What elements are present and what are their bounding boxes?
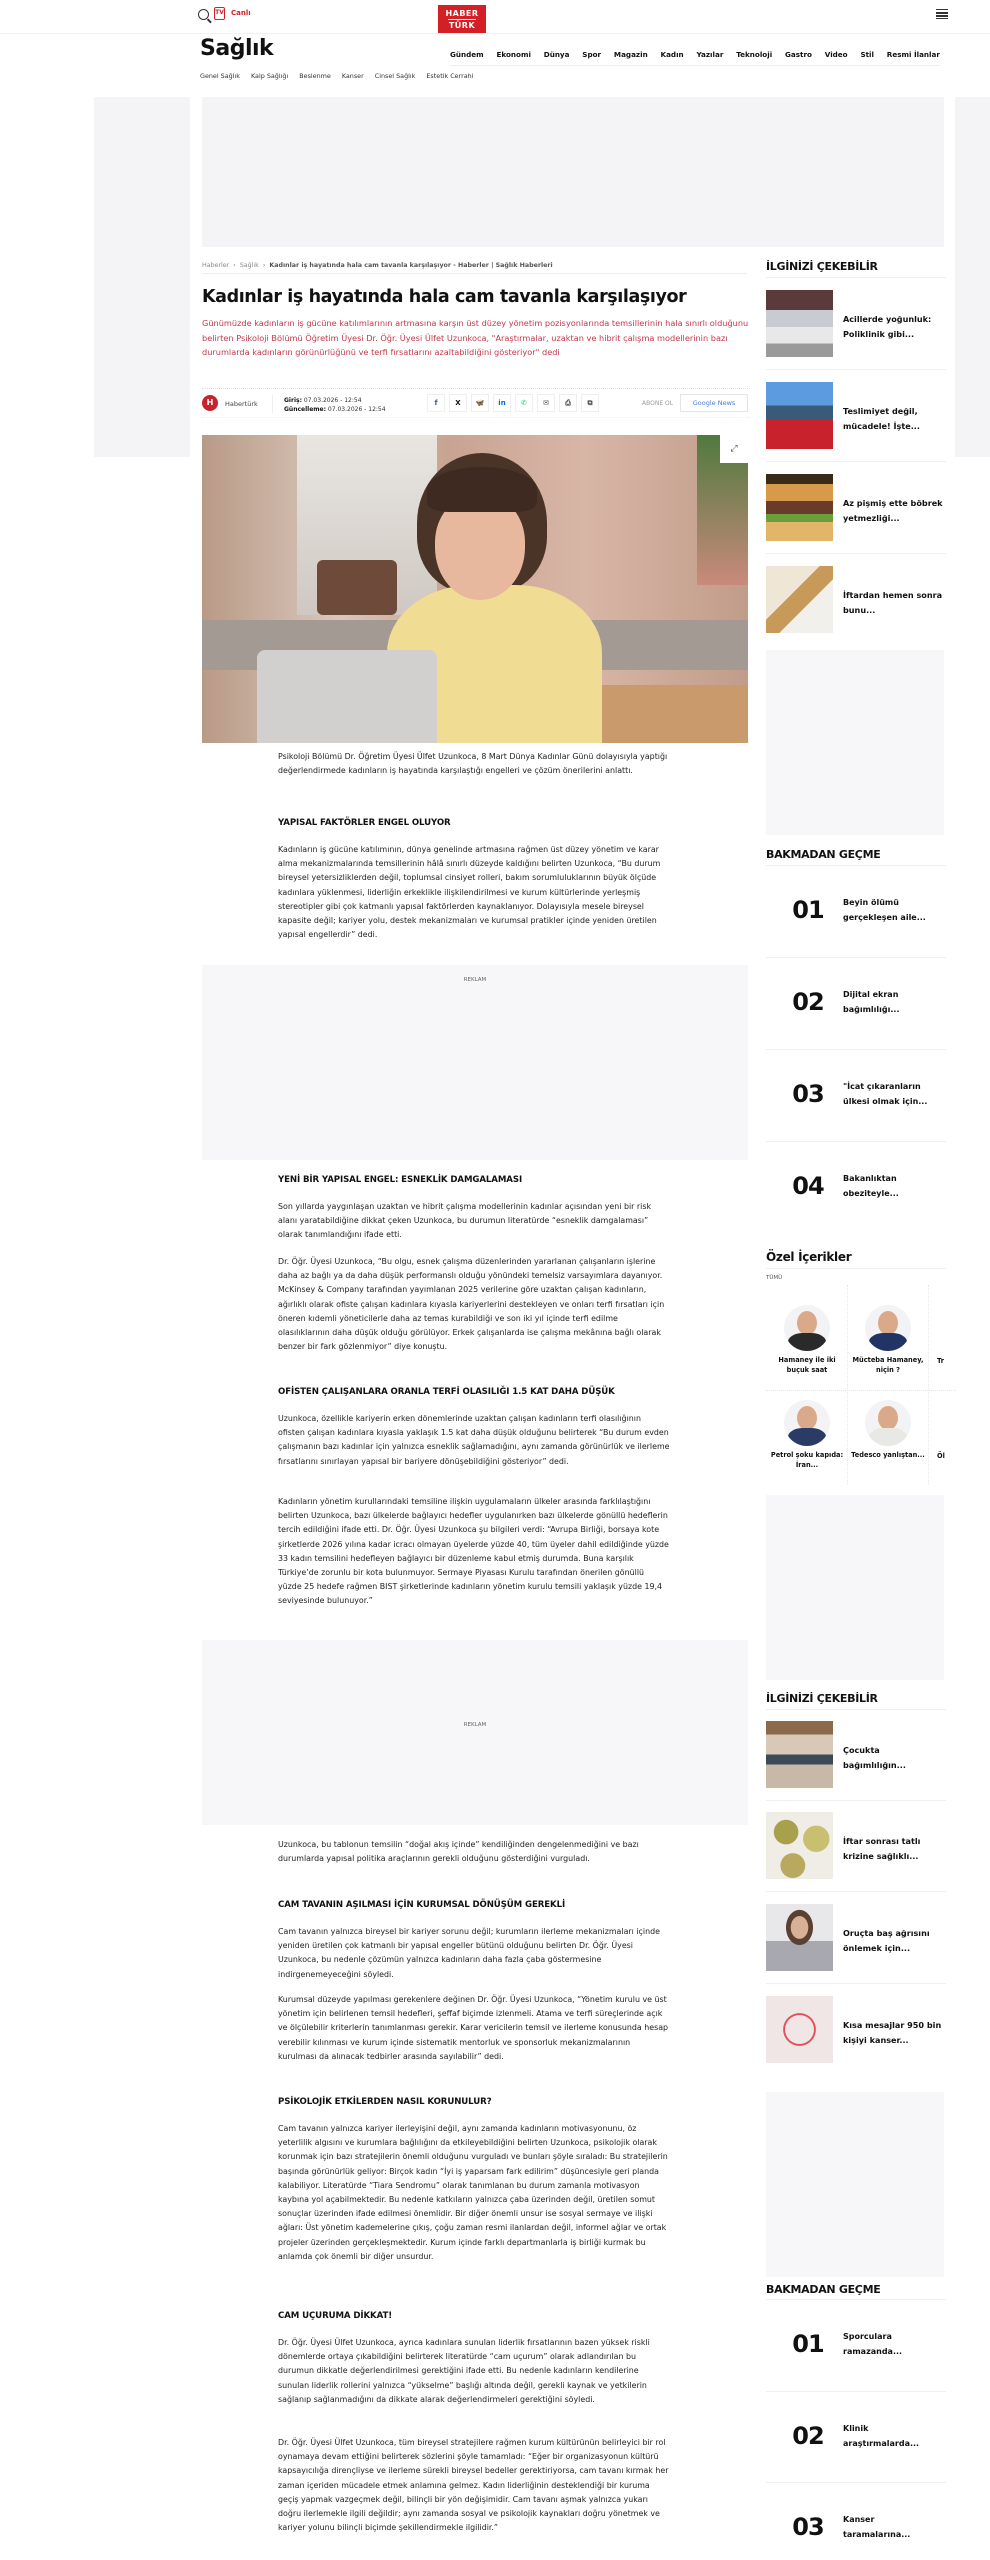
source-logo: H [202, 395, 218, 411]
google-news-button[interactable]: Google News [680, 394, 748, 412]
ad-slot [202, 965, 748, 1160]
nav-item[interactable]: Resmi İlanlar [886, 50, 940, 59]
thumbnail [766, 290, 833, 357]
columnist-title-truncated[interactable]: Tr [937, 1357, 945, 1365]
grid-line [766, 1390, 956, 1391]
subnav-item[interactable]: Kanser [341, 72, 364, 80]
card-title: İftar sonrası tatlı krizine sağlıklı... [843, 1836, 921, 1861]
sidebar-ad [766, 2092, 944, 2277]
related-card[interactable] [766, 382, 946, 450]
share-buttons [427, 394, 599, 412]
columnist-title-truncated[interactable]: Öl [937, 1452, 945, 1460]
message-icon[interactable]: ✉ [537, 394, 555, 412]
rank-title: Dijital ekran bağımlılığı... [843, 990, 900, 1014]
paragraph: Cam tavanın yalnızca bireysel bir kariyer sorunu değil; kurumların ilerleme mekanizmaları içinde yeniden üretilen çok katmanlı bir yapısal engeller bütünü olduğunu belirten Dr. Öğr. Üyesi Uzunkoca, bu nedenle çözümün yalnızca kadınların daha fazla çaba göstermesine indirgenemeyeceğini söyledi. [278, 1927, 660, 1979]
columnist-title: Mücteba Hamaney, niçin ? [852, 1356, 924, 1374]
sidebar-title: İLGİNİZİ ÇEKEBİLİR [766, 1692, 878, 1705]
rank-number: 01 [792, 896, 824, 924]
card-title: Az pişmiş ette böbrek yetmezliği... [843, 498, 943, 523]
rank-item[interactable] [766, 2483, 946, 2560]
haberturk-logo[interactable] [438, 5, 486, 33]
grid-line [928, 1285, 929, 1485]
subheading: CAM TAVANIN AŞILMASI İÇİN KURUMSAL DÖNÜŞÜM GEREKLİ [278, 1900, 566, 1910]
image-plant [317, 560, 397, 615]
card-title: Acillerde yoğunluk: Poliklinik gibi... [843, 314, 932, 339]
paragraph: Son yıllarda yaygınlaşan uzaktan ve hibrit çalışma modellerinin kadınlar açısından yeni bir risk alanı yaratabildiğine dikkat çeken Uzunkoca, bu durumun literatürde “esneklik damgalaması” olarak tanımlandığını ifade etti. [278, 1202, 652, 1240]
divider [766, 1983, 946, 1984]
subnav-item[interactable]: Genel Sağlık [200, 72, 240, 80]
card-title: Kısa mesajlar 950 bin kişiyi kanser... [843, 2020, 942, 2045]
linkedin-icon[interactable]: in [493, 394, 511, 412]
paragraph: Dr. Öğr. Üyesi Uzunkoca, “Bu olgu, esnek çalışma düzenlerinden yararlanan çalışanların işlerine daha az bağlı ya da daha düşük performanslı olduğu yönündeki temelsiz varsayımlara dayanıyor. McKinsey & Company tarafından yayımlanan 2025 verilerine göre uzaktan çalışan kadınların, ağırlıklı olarak ofiste çalışan kadınlara kıyasla kariyerlerini destekleyen ve onları terfi fırsatları için öneren kıdemli yöneticilerle daha az temas kurabildiği ve son iki yıl içinde terfi edilme olasılıklarının daha düşük olduğu görülüyor. Erkek çalışanlarda ise çalışma mekânına bağlı olarak benzer bir fark gözlenmiyor” diye konuştu. [278, 1257, 665, 1352]
nav-item[interactable]: Magazin [613, 50, 648, 59]
top-ad-banner [202, 97, 944, 247]
x-icon[interactable]: X [449, 394, 467, 412]
divider [766, 1709, 946, 1710]
rank-item[interactable] [766, 2300, 946, 2390]
rank-number: 04 [792, 1172, 824, 1200]
copy-icon[interactable]: ⧉ [581, 394, 599, 412]
ad-label: REKLAM [463, 977, 487, 983]
right-ad-rail [955, 97, 990, 457]
left-ad-rail [94, 97, 190, 457]
columnist-card[interactable] [767, 1400, 847, 1470]
guncelleme-label: Güncelleme: [284, 406, 326, 413]
thumbnail [766, 474, 833, 541]
breadcrumb-item[interactable]: Sağlık [239, 262, 259, 269]
main-nav [450, 50, 940, 66]
rank-number: 03 [792, 2513, 824, 2541]
avatar [784, 1305, 830, 1351]
rank-title: Kanser taramalarına... [843, 2515, 911, 2539]
related-card[interactable] [766, 290, 946, 358]
subnav-item[interactable]: Cinsel Sağlık [374, 72, 416, 80]
see-all-link[interactable]: TÜMÜ [766, 1275, 783, 1281]
paragraph: Psikoloji Bölümü Dr. Öğretim Üyesi Ülfet Uzunkoca, 8 Mart Dünya Kadınlar Günü dolayısıyla yaptığı değerlendirmede kadınların iş hayatında karşılaştığı engelleri ve çözüm önerilerini anlattı. [278, 752, 668, 776]
breadcrumb-item[interactable]: Haberler [202, 262, 230, 269]
thumbnail [766, 566, 833, 633]
columnist-title: Petrol şoku kapıda: İran... [770, 1451, 844, 1469]
sidebar-title: Özel İçerikler [766, 1250, 852, 1264]
giris-label: Giriş: [284, 397, 302, 404]
card-title: Çocukta bağımlılığın... [843, 1745, 906, 1770]
rank-title: Klinik araştırmalarda... [843, 2424, 920, 2448]
sidebar-ad [766, 650, 944, 835]
logo-text-bottom: TÜRK [448, 21, 476, 30]
subscribe-label: ABONE OL [642, 400, 674, 407]
divider [766, 553, 946, 554]
rank-number: 01 [792, 2330, 824, 2358]
nav-item[interactable]: Teknoloji [736, 50, 773, 59]
divider [766, 1268, 946, 1269]
subnav-item[interactable]: Kalp Sağlığı [250, 72, 289, 80]
sidebar-title: BAKMADAN GEÇME [766, 848, 881, 861]
image-bangs [427, 467, 537, 512]
nav-item[interactable]: Dünya [543, 50, 570, 59]
tv-icon[interactable]: TV [214, 7, 225, 20]
breadcrumb [202, 262, 747, 274]
rank-item[interactable] [766, 1050, 946, 1140]
sub-nav [200, 72, 474, 80]
article-title: Kadınlar iş hayatında hala cam tavanla karşılaşıyor [202, 287, 687, 307]
avatar [865, 1305, 911, 1351]
subnav-item[interactable]: Estetik Cerrahi [426, 72, 474, 80]
card-title: Teslimiyet değil, mücadele! İşte... [843, 406, 920, 431]
related-card[interactable] [766, 1721, 946, 1789]
divider [766, 1800, 946, 1801]
print-icon[interactable]: ⎙ [559, 394, 577, 412]
rank-item[interactable] [766, 958, 946, 1048]
subheading: YENİ BİR YAPISAL ENGEL: ESNEKLİK DAMGALAMASI [278, 1175, 523, 1185]
thumbnail [766, 1996, 833, 2063]
rank-number: 02 [792, 988, 824, 1016]
columnist-title: Tedesco yanlıştan... [851, 1451, 925, 1459]
columnist-card[interactable] [848, 1305, 928, 1375]
rank-item[interactable] [766, 2392, 946, 2482]
subheading: PSİKOLOJİK ETKİLERDEN NASIL KORUNULUR? [278, 2097, 492, 2107]
subheading: CAM UÇURUMA DİKKAT! [278, 2311, 393, 2321]
nav-item[interactable]: Stil [860, 50, 874, 59]
giris-date: 07.03.2026 - 12:54 [303, 397, 362, 404]
nav-item[interactable]: Yazılar [696, 50, 724, 59]
top-bar [0, 0, 990, 34]
related-card[interactable] [766, 1812, 946, 1880]
breadcrumb-current: Kadınlar iş hayatında hala cam tavanla karşılaşıyor - Haberler | Sağlık Haberleri [269, 262, 553, 269]
rank-title: Sporculara ramazanda... [843, 2332, 903, 2356]
nav-item[interactable]: Gastro [785, 50, 812, 59]
paragraph: Dr. Öğr. Üyesi Ülfet Uzunkoca, ayrıca kadınlara sunulan liderlik fırsatlarının bazen yüksek riskli dönemlerde ortaya çıkabildiğini belirterek literatürde “cam uçurum” olarak adlandırılan bu durumun dikkatle değerlendirilmesi gerektiğini ifade etti. Bu nedenle kadınların kendilerine sunulan liderlik rollerini yalnızca “yükselme” başlığı altında değil, gerekli kaynak ve yetkilerin sağlanıp sağlanmadığını da dikkate alarak değerlendirmeleri gerektiğini söyledi. [278, 2338, 650, 2404]
paragraph: Cam tavanın yalnızca kariyer ilerleyişini değil, aynı zamanda kadınların motivasyonunu, öz yeterlilik algısını ve kurumlara bağlılığını da etkileyebildiğini belirten Uzunkoca, psikolojik olarak korunmak için bazı stratejilerin önemli olduğunu vurguladı ve bunları şöyle sıraladı: Bu stratejilerin başında görünürlük geliyor: Birçok kadın “İyi iş yaparsam fark edilirim” düşüncesiyle geri planda kalabiliyor. Literatürde “Tiara Sendromu” olarak tanımlanan bu durum zamanla motivasyon kaybına yol açabilmektedir. Bu nedenle katkıların yalnızca çaba üzerinden değil, üretilen somut sonuçlar üzerinden ifade edilmesi önemlidir. Bir diğer önemli unsur ise sosyal sermaye ve ilişki ağları: Üst yönetim kademelerine çıkış, çoğu zaman resmi ilanlardan değil, informel ağlar ve ortak projeler üzerinden gerçekleşmektedir. Kurum içinde farklı departmanlarla iş birliği kurmak bu anlamda çok önemli bir diğer unsurdur. [278, 2124, 668, 2261]
divider [272, 395, 273, 413]
subheading: OFİSTEN ÇALIŞANLARA ORANLA TERFİ OLASILIĞI 1.5 KAT DAHA DÜŞÜK [278, 1387, 615, 1397]
related-card[interactable] [766, 474, 946, 542]
ad-slot [202, 1640, 748, 1825]
subnav-item[interactable]: Beslenme [299, 72, 331, 80]
article-meta [202, 388, 750, 418]
image-chair [602, 685, 748, 743]
hero-image [202, 435, 748, 743]
paragraph: Dr. Öğr. Üyesi Ülfet Uzunkoca, tüm bireysel stratejilere rağmen kurum kültürünün belirleyici bir rol oynamaya devam ettiğini belirterek sözlerini şöyle tamamladı: “Eğer bir organizasyonun kültürü kapsayıcılığa dirençliyse ve ilerleme sürekli bireysel bedeller gerektiriyorsa, cam tavanı kırmak her zaman içeriden mücadele etmek anlamına gelmez. Kadın liderliğinin desteklendiği bir kuruma geçiş yapmak vazgeçmek değil, bilinçli bir yön değişimidir. Cam tavanı aşmak yalnızca yukarı doğru ilerlemekle ilgili değildir; aynı zamanda sosyal ve psikolojik kaynakları doğru yönetmek ve kariyer yolunu bilinçli biçimde şekillendirmekle ilgilidir.” [278, 2438, 669, 2533]
columnist-title: Hamaney ile iki buçuk saat [778, 1356, 836, 1374]
nav-item[interactable]: Gündem [450, 50, 484, 59]
whatsapp-icon[interactable]: ✆ [515, 394, 533, 412]
thumbnail [766, 1812, 833, 1879]
related-card[interactable] [766, 1996, 946, 2064]
sidebar-title: İLGİNİZİ ÇEKEBİLİR [766, 260, 878, 273]
thumbnail [766, 1904, 833, 1971]
facebook-icon[interactable]: f [427, 394, 445, 412]
rank-number: 02 [792, 2422, 824, 2450]
rank-title: Beyin ölümü gerçekleşen aile... [843, 898, 926, 922]
nav-item[interactable]: Video [824, 50, 848, 59]
chevron-right-icon: › [262, 262, 266, 269]
bluesky-icon[interactable]: 🦋 [471, 394, 489, 412]
section-title[interactable]: Sağlık [200, 36, 274, 61]
paragraph: Uzunkoca, özellikle kariyerin erken dönemlerinde uzaktan çalışan kadınların terfi olasılığının ofisten çalışan kadınlara kıyasla yaklaşık 1.5 kat daha düşük olduğunu belirterek “Bu durum evden çalışmanın bazı kadınlar için yalnızca esneklik sağlamadığını, aynı zamanda görünürlük ve ilerleme fırsatlarını sınırlayan yapısal bir bariyere dönüşebildiğini gösteriyor” dedi. [278, 1414, 670, 1466]
paragraph: Kadınların iş gücüne katılımının, dünya genelinde artmasına rağmen üst düzey yönetim ve karar alma mekanizmalarında temsillerinin hâlâ sınırlı düzeyde kaldığını belirten Uzunkoca, “Bu durum bireysel yetersizliklerden değil, toplumsal cinsiyet rolleri, bakım sorumluluklarının büyük ölçüde kadınlara yüklenmesi, liderliğin erkeklikle ilişkilendirilmesi ve kurum kültürlerinde yerleşmiş stereotipler gibi çok katmanlı yapısal faktörlerden kaynaklanıyor. Dolayısıyla mesele bireysel kapasite değil; kariyer yolu, destek mekanizmaları ve kurumsal pratikler içinde yeniden üretilen yapısal engellerdir” dedi. [278, 845, 661, 940]
card-title: İftardan hemen sonra bunu... [843, 590, 943, 615]
divider [766, 461, 946, 462]
divider [766, 277, 946, 278]
nav-item[interactable]: Ekonomi [496, 50, 531, 59]
paragraph: Kadınların yönetim kurullarındaki temsiline ilişkin uygulamaların ülkeler arasında farklılaştığını belirten Uzunkoca, bazı ülkelerde bağlayıcı hedefler uygulanırken bazı ülkelerde gönüllü hedeflerin tercih edildiğini ifade etti. Dr. Öğr. Üyesi Uzunkoca şu bilgileri verdi: “Avrupa Birliği, borsaya kote şirketlerde 2026 yılına kadar icracı olmayan üyelerde yüzde 40, tüm üyeler dahil edildiğinde yüzde 33 kadın temsilini hedefleyen bağlayıcı bir düzenleme kabul etmiş durumda. Buna karşılık Türkiye’de zorunlu bir kota bulunmuyor. Sermaye Piyasası Kurulu tarafından önerilen gönüllü yüzde 25 hedefe rağmen BIST şirketlerinde kadınların yönetim kurulu temsili yaklaşık yüzde 19,4 seviyesinde bulunuyor.” [278, 1497, 669, 1606]
sidebar-title: BAKMADAN GEÇME [766, 2283, 881, 2296]
source-name[interactable]: Habertürk [225, 400, 258, 408]
nav-item[interactable]: Kadın [660, 50, 684, 59]
card-title: Oruçta baş ağrısını önlemek için... [843, 1928, 930, 1953]
live-link[interactable]: Canlı [231, 9, 251, 17]
avatar [784, 1400, 830, 1446]
divider [766, 369, 946, 370]
rank-item[interactable] [766, 1142, 946, 1232]
sidebar-ad [766, 1495, 944, 1680]
hamburger-menu-icon[interactable] [936, 9, 948, 19]
chevron-right-icon: › [233, 262, 236, 269]
nav-item[interactable]: Spor [582, 50, 602, 59]
related-card[interactable] [766, 566, 946, 634]
logo-text-top: HABER [445, 9, 479, 18]
paragraph: Uzunkoca, bu tablonun temsilin “doğal akış içinde” kendiliğinden dengelenmediğini ve bazı durumlarda yapısal politika araçlarının gerekli olduğunu gösterdiğini vurguladı. [278, 1840, 639, 1864]
paragraph: Kurumsal düzeyde yapılması gerekenlere değinen Dr. Öğr. Üyesi Uzunkoca, “Yönetim kurulu ve üst yönetim için belirlenen temsil hedefleri, şeffaf biçimde izlenmeli. Atama ve terfi süreçlerinde açık ve ölçülebilir kriterlerin tanımlanması gerekir. Karar vericilerin temsil ve ilerleme konusunda hesap verebilir kılınması ve kurum içinde sistematik mentorluk ve sponsorluk mekanizmalarının kurulması da alınacak tedbirler arasında sayılabilir” dedi. [278, 1995, 669, 2061]
rank-item[interactable] [766, 866, 946, 956]
related-card[interactable] [766, 1904, 946, 1972]
divider [766, 1891, 946, 1892]
thumbnail [766, 382, 833, 449]
ad-label: REKLAM [463, 1722, 487, 1728]
subheading: YAPISAL FAKTÖRLER ENGEL OLUYOR [278, 818, 451, 828]
logo-divider [448, 19, 476, 20]
columnist-card[interactable] [848, 1400, 928, 1461]
columnist-card[interactable] [767, 1305, 847, 1375]
article-dates [284, 396, 386, 414]
search-icon[interactable] [198, 9, 209, 20]
image-laptop [257, 650, 437, 743]
expand-icon[interactable]: ⤢ [720, 435, 748, 463]
rank-title: Bakanlıktan obeziteyle... [843, 1174, 899, 1198]
rank-title: "İcat çıkaranların ülkesi olmak için... [843, 1082, 928, 1106]
rank-number: 03 [792, 1080, 824, 1108]
article-spot: Günümüzde kadınların iş gücüne katılımlarının artmasına karşın üst düzey yönetim pozisyonlarında temsillerinin hala sınırlı olduğunu belirten Psikoloji Bölümü Öğretim Üyesi Dr. Öğr. Üyesi Ülfet Uzunkoca, "Araştırmalar, uzaktan ve hibrit çalışma modellerinin bazı durumlarda kadınların görünürlüğünü ve terfi fırsatlarını azaltabildiğini gösteriyor" dedi [202, 318, 749, 357]
thumbnail [766, 1721, 833, 1788]
guncelleme-date: 07.03.2026 - 12:54 [327, 406, 386, 413]
avatar [865, 1400, 911, 1446]
